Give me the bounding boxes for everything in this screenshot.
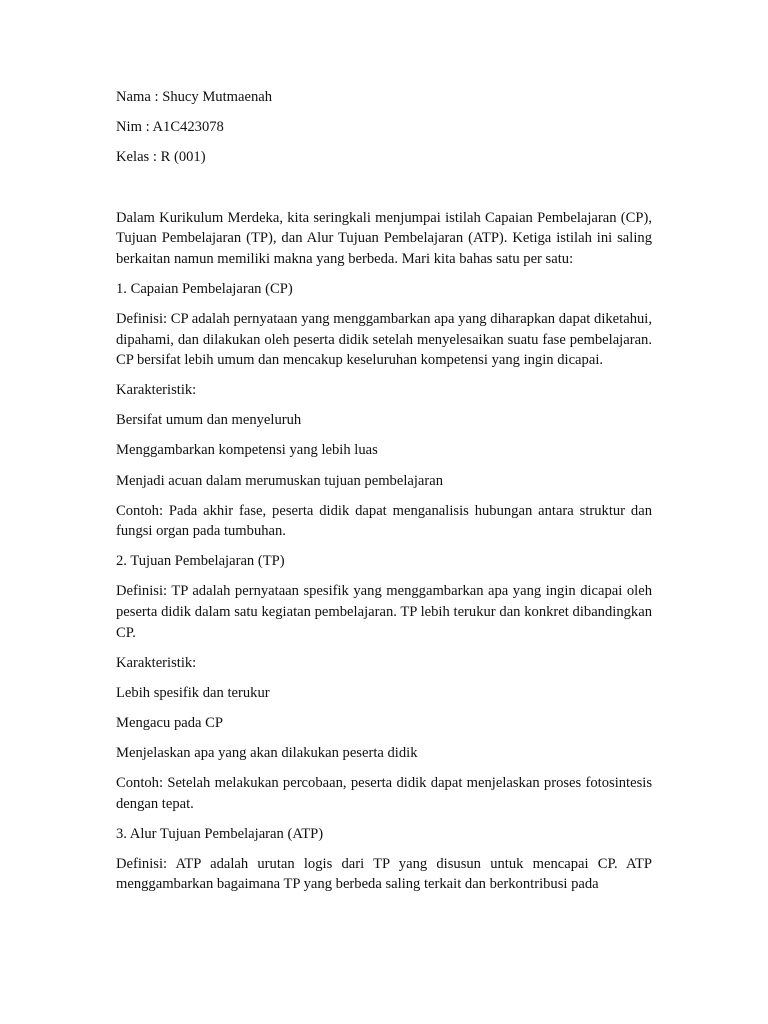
spacer: [116, 178, 652, 208]
student-name: Nama : Shucy Mutmaenah: [116, 89, 273, 105]
paragraph: 2. Tujuan Pembelajaran (TP): [116, 553, 285, 570]
paragraph: Menjadi acuan dalam merumuskan tujuan pembelajaran: [116, 472, 444, 489]
paragraph: Karakteristik:: [116, 382, 197, 399]
paragraph: Mengacu pada CP: [116, 714, 223, 731]
paragraph: Lebih spesifik dan terukur: [116, 684, 270, 701]
paragraph: 1. Capaian Pembelajaran (CP): [116, 280, 293, 297]
student-info: [116, 87, 652, 168]
paragraph: Definisi: CP adalah pernyataan yang menggambarkan apa yang diharapkan dapat diketahui, dipahami, dan dilakukan oleh peserta didik setelah menyelesaikan suatu fase pembelajaran. CP bersifat lebih umum dan mencakup keseluruhan kompetensi yang ingin dicapai.: [116, 310, 652, 369]
student-class: Kelas : R (001): [116, 149, 206, 166]
paragraph: Menjelaskan apa yang akan dilakukan peserta didik: [116, 744, 418, 761]
paragraph: Bersifat umum dan menyeluruh: [116, 412, 302, 429]
paragraph: Dalam Kurikulum Merdeka, kita seringkali menjumpai istilah Capaian Pembelajaran (CP), Tujuan Pembelajaran (TP), dan Alur Tujuan Pembelajaran (ATP). Ketiga istilah ini saling berkaitan namun memiliki makna yang berbeda. Mari kita bahas satu per satu:: [116, 209, 652, 267]
paragraph: Contoh: Pada akhir fase, peserta didik dapat menganalisis hubungan antara struktur dan fungsi organ pada tumbuhan.: [116, 502, 652, 540]
paragraph: Definisi: TP adalah pernyataan spesifik yang menggambarkan apa yang ingin dicapai oleh peserta didik dalam satu kegiatan pembelajaran. TP lebih terukur dan konkret dibandingkan CP.: [116, 583, 652, 641]
document-body: [116, 208, 652, 895]
document-page: [116, 87, 652, 905]
paragraph: Contoh: Setelah melakukan percobaan, peserta didik dapat menjelaskan proses fotosintesis dengan tepat.: [116, 775, 652, 812]
paragraph: 3. Alur Tujuan Pembelajaran (ATP): [116, 825, 324, 842]
paragraph: Definisi: ATP adalah urutan logis dari TP yang disusun untuk mencapai CP. ATP menggambarkan bagaimana TP yang berbeda saling terkait dan berkontribusi pada: [116, 855, 652, 893]
paragraph: Menggambarkan kompetensi yang lebih luas: [116, 442, 378, 459]
student-nim: Nim : A1C423078: [116, 119, 224, 136]
paragraph: Karakteristik:: [116, 654, 197, 671]
